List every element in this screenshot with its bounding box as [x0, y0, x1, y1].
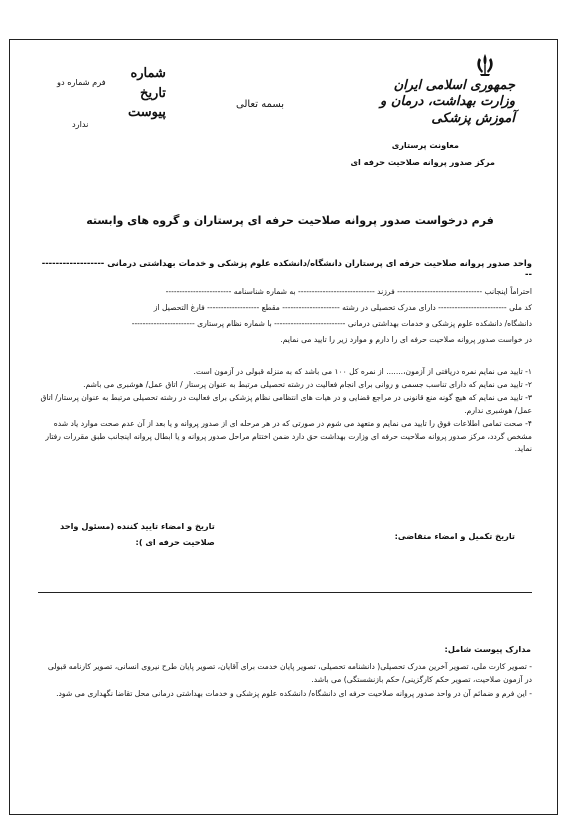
item-3: ۳- تایید می نمایم که هیچ گونه منع قانونی در مراجع قضایی و در هیات های انتظامی نظام پزشکی برای فعالیت در رشته تحصیلی مرتبط به عنوان پرستار/ اتاق عمل/ هوشبری ندارم.: [40, 392, 532, 415]
item-4: ۴- صحت تمامی اطلاعات فوق را تایید می نمایم و متعهد می شوم در صورتی که در هر مرحله ای از صدور پروانه و یا بعد از آن عدم صحت موارد یاد شده مشخص گردد، مرکز صدور پروانه صلاحیت حرفه ای وزارت بهداشت حق دارد ضمن اختتام مراحل صدور پروانه و یا ابطال پروانه اینجانب طبق مقررات رفتار نماید.: [45, 418, 532, 454]
ministry-line1: جمهوری اسلامی ایران: [393, 78, 515, 93]
item-2: ۲- تایید می نمایم که دارای تناسب جسمی و روانی برای انجام فعالیت در رشته تحصیلی مرتبط به عنوان پرستار / اتاق عمل/ هوشبری می باشم.: [83, 379, 532, 389]
intro-line4: در خواست صدور پروانه صلاحیت حرفه ای را دارم و موارد زیر را تایید می نمایم.: [280, 335, 532, 345]
intro-block: [40, 258, 532, 346]
attachment-item-2: - این فرم و ضمائم آن در واحد صدور پروانه صلاحیت حرفه ای دانشگاه/ دانشکده علوم پزشکی و خدمات بهداشتی درمانی محل تقاضا نگهداری می شود.: [56, 688, 532, 698]
attachment-item-1: - تصویر کارت ملی، تصویر آخرین مدرک تحصیلی( دانشنامه تحصیلی، تصویر پایان خدمت برای آقایان، تصویر پایان طرح نیروی انسانی، تصویر کارنامه قبولی در آزمون صلاحیت، تصویر حکم کارگزینی/ حکم بازنشستگی) می باشد.: [47, 662, 532, 685]
form-title: فرم درخواست صدور پروانه صلاحیت حرفه ای پرستاران و گروه های وابسته: [86, 214, 494, 227]
bismillah: بسمه تعالی: [236, 99, 285, 110]
attachments-list: [40, 660, 532, 700]
form-number: فرم شماره دو: [57, 77, 106, 87]
items-block: [40, 366, 532, 456]
stamp-block: [128, 64, 166, 123]
approver-signature-block: [60, 519, 215, 550]
stamp-attachment: پیوست: [128, 105, 166, 120]
section-divider: [38, 592, 532, 593]
center-label: مرکز صدور پروانه صلاحیت حرفه ای: [350, 157, 495, 167]
form-number-none: ندارد: [72, 119, 89, 129]
unit-line: واحد صدور پروانه صلاحیت حرفه ای پرستاران دانشگاه/دانشکده علوم پزشکی و خدمات بهداشتی درمانی --------------------: [41, 258, 532, 280]
approver-line2: صلاحیت حرفه ای ):: [135, 536, 215, 547]
ministry-line2: وزارت بهداشت، درمان و آموزش پزشکی: [380, 94, 515, 126]
attachments-heading: مدارک پیوست شامل:: [444, 644, 531, 654]
approver-line1: تاریخ و امضاء تایید کننده (مسئول واحد: [60, 521, 215, 531]
intro-line2: کد ملی ------------------------- دارای مدرک تحصیلی در رشته --------------------- مقطع ------------------- فارغ التحصیل از: [153, 302, 532, 312]
iran-emblem-icon: [474, 52, 496, 78]
stamp-date: تاریخ: [140, 85, 166, 101]
intro-line1: احتراماً اینجانب ------------------------------- فرزند ---------------------------- به شماره شناسنامه ------------------------: [165, 286, 532, 296]
applicant-signature-label: تاریخ تکمیل و امضاء متقاضی:: [394, 531, 515, 541]
intro-line3: دانشگاه/ دانشکده علوم پزشکی و خدمات بهداشتی درمانی -------------------------- با شماره نظام پرستاری -----------------------: [131, 319, 532, 329]
deputy-label: معاونت پرستاری: [391, 140, 459, 150]
item-1: ۱- تایید می نمایم نمره دریافتی از آزمون،....... از نمره کل ۱۰۰ می باشد که به منزله قبولی در آزمون است.: [193, 367, 532, 376]
ministry-logo-text: [375, 78, 515, 127]
stamp-number: شماره: [130, 66, 166, 81]
